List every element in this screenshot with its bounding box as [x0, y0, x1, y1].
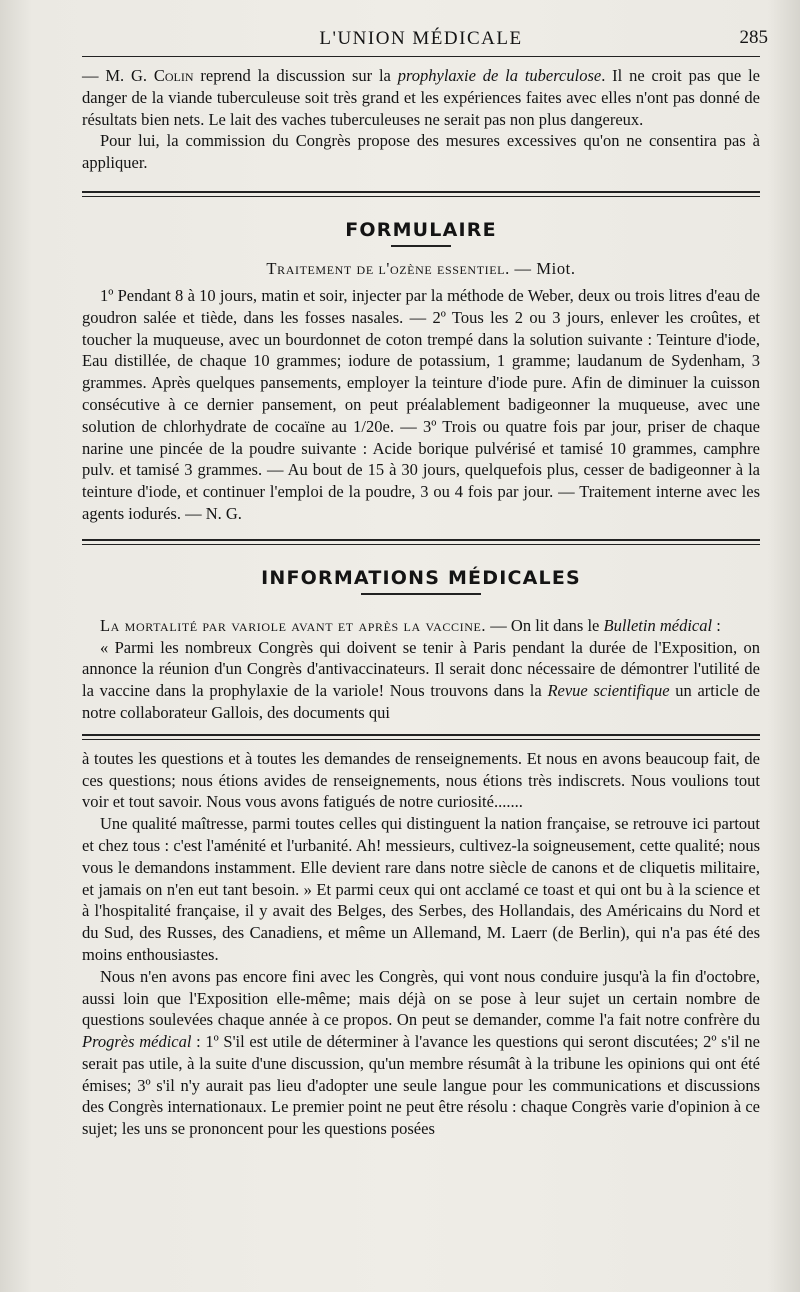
- colin-name: Colin: [153, 66, 194, 85]
- section-divider-1: [82, 191, 760, 197]
- informations-quote-source: Revue scientifique: [547, 681, 670, 701]
- informations-lead: [82, 615, 760, 637]
- section-divider-2: [82, 539, 760, 545]
- continuation-para3-a: Nous n'en avons pas encore fini avec les Congrès, qui vont nous conduire jusqu'à la fin d'octobre, aussi loin que l'Exposition elle-même; mais déjà on se pose à leur sujet un certain nombre de questions soulevées chaque année à ce propos. On peut se demander, comme l'a fait notre confrère du: [82, 966, 760, 1030]
- formulaire-body: 1º Pendant 8 à 10 jours, matin et soir, injecter par la méthode de Weber, deux ou trois litres d'eau de goudron salée et tiède, dans les fosses nasales. — 2º Tous les 2 ou 3 jours, enlever les croûtes, et toucher la muqueuse, avec un bourdonnet de coton trempé dans la solution suivante : Teinture d'iode, Eau distillée, de chaque 10 grammes; iodure de potassium, 1 gramme; laudanum de Sydenham, 3 grammes. Après quelques pansements, employer la teinture d'iode pure. Afin de diminuer la cuisson consécutive à ce dernier pansement, on peut préalablement badigeonner la muqueuse, avec une solution de chlorhydrate de cocaïne au 1/20e. — 3º Trois ou quatre fois par jour, priser de chaque narine une pincée de la poudre suivante : Acide borique pulvérisé et tamisé 10 grammes, camphre pulv. et tamisé 3 grammes. — Au bout de 15 à 30 jours, quelquefois plus, cesser de badigeonner à la teinture d'iode, et continuer l'emploi de la poudre, 3 ou 4 fois par jour. — Traitement interne avec les agents iodurés. — N. G.: [82, 285, 760, 523]
- formulaire-heading: FORMULAIRE: [345, 218, 497, 241]
- colin-lead: reprend la discussion sur la: [193, 66, 398, 85]
- continuation-paragraph-1: à toutes les questions et à toutes les demandes de renseignements. Et nous en avons beaucoup fait, de ces questions; nous étions avides de renseignements, nous étions très indiscrets. Nous voulions tout voir et tout savoir. Nous vous avons fatigués de notre curiosité.......: [82, 748, 760, 812]
- running-title: L'UNION MÉDICALE: [319, 28, 523, 49]
- continuation-paragraph-2: Une qualité maîtresse, parmi toutes celles qui distinguent la nation française, se retrouve ici partout et chez tous : c'est l'aménité et l'urbanité. Ah! messieurs, cultivez-la soigneusement, cette qualité; nous vous le demandons instamment. Elle devient rare dans notre siècle de canons et de cliquetis militaire, et jamais on n'en eut tant besoin. » Et parmi ceux qui ont acclamé ce toast et qui ont bu à la science et à l'hospitalité française, il y avait des Belges, des Serbes, des Hollandais, des Américains du Nord et du Sud, des Russes, des Canadiens, et même un Allemand, M. Laerr (de Berlin), qui n'a pas été des moins enthousiastes.: [82, 814, 760, 964]
- continuation-paragraph-3: [82, 966, 760, 1140]
- continuation-para3-b: : 1º S'il est utile de déterminer à l'avance les questions qui seront discutées; 2º s'il ne serait pas utile, à la suite d'une discussion, qu'un membre résumât à la tribune les opinions qui ont été émises; 3º s'il n'y aurait pas lieu d'adopter une seule langue pour les communications et discussions des Congrès internationaux. Le premier point ne peut être résolu : chaque Congrès varie d'opinion à ce sujet; les uns se prononcent pour les questions posées: [82, 1032, 760, 1139]
- informations-heading-rule: [361, 593, 481, 595]
- informations-quote-a: « Parmi les nombreux Congrès qui doivent se tenir à Paris pendant la durée de l'Exposition, on annonce la réunion d'un Congrès d'antivaccinateurs. Il serait donc nécessaire de démontrer l'utilité de la vaccine dans la prophylaxie de la variole! Nous trouvons dans la: [82, 637, 760, 701]
- header-rule: [82, 56, 760, 57]
- informations-lead-source: Bulletin médical: [603, 615, 713, 635]
- formulaire-subtitle-title: Traitement de l'ozène essentiel.: [266, 258, 510, 278]
- informations-quote-b: un article de notre collaborateur Gallois, des documents qui: [82, 681, 760, 722]
- colin-discussion: [82, 65, 760, 174]
- colin-paragraph-2: Pour lui, la commission du Congrès propose des mesures excessives qu'on ne consentira pas à appliquer.: [82, 131, 760, 173]
- informations-section: [82, 567, 760, 724]
- colin-dash: — M. G.: [82, 66, 154, 85]
- colin-topic: prophylaxie de la tuberculose: [397, 66, 602, 85]
- informations-lead-title: La mortalité par variole avant et après la vaccine.: [100, 615, 487, 635]
- formulaire-subtitle: [82, 259, 760, 279]
- informations-lead-text: — On lit dans le: [486, 615, 604, 635]
- continuation-para3-source: Progrès médical: [82, 1032, 192, 1052]
- page-number: 285: [739, 27, 768, 48]
- informations-heading: INFORMATIONS MÉDICALES: [261, 566, 581, 589]
- continuation-section: [82, 748, 760, 1140]
- formulaire-heading-rule: [391, 245, 451, 247]
- colin-rest: . Il ne croit pas que le danger de la viande tuberculeuse soit très grand et les expériences faites avec elles n'ont pas donné de résultats bien nets. Le lait des vaches tuberculeuses ne serait pas non plus dangereux.: [82, 66, 760, 129]
- feuilleton-divider: [82, 734, 760, 740]
- informations-quote: [82, 637, 760, 724]
- informations-lead-colon: :: [712, 615, 721, 635]
- running-header: [82, 14, 768, 54]
- colin-paragraph: [82, 65, 760, 130]
- formulaire-subtitle-author: — Miot.: [509, 258, 576, 278]
- formulaire-section: [82, 219, 760, 525]
